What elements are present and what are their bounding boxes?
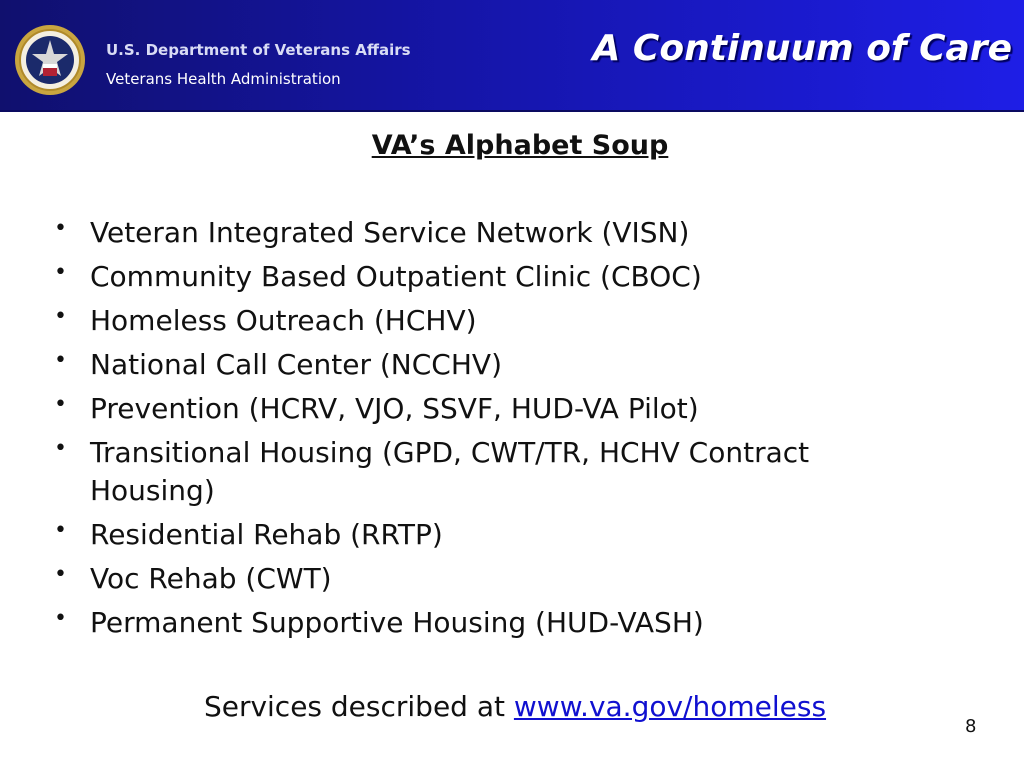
list-item-text: Residential Rehab (RRTP) <box>90 518 443 551</box>
list-item <box>52 604 892 642</box>
bullet-icon: • <box>54 606 67 631</box>
administration-name: Veterans Health Administration <box>106 70 341 88</box>
list-item <box>52 390 892 428</box>
list-item <box>52 214 892 252</box>
va-seal-icon <box>14 24 86 96</box>
list-item-text: Community Based Outpatient Clinic (CBOC) <box>90 260 702 293</box>
page-number: 8 <box>965 716 977 737</box>
slide-subtitle: VA’s Alphabet Soup <box>371 130 669 161</box>
list-item-text: Prevention (HCRV, VJO, SSVF, HUD-VA Pilot) <box>90 392 699 425</box>
bullet-icon: • <box>54 260 67 285</box>
slide-header <box>0 0 1024 112</box>
list-item-text: Permanent Supportive Housing (HUD-VASH) <box>90 606 704 639</box>
bullet-icon: • <box>54 216 67 241</box>
homeless-link[interactable]: www.va.gov/homeless <box>513 690 827 723</box>
bullet-icon: • <box>54 562 67 587</box>
list-item <box>52 516 892 554</box>
list-item <box>52 258 892 296</box>
list-item <box>52 302 892 340</box>
list-item-text: Transitional Housing (GPD, CWT/TR, HCHV Contract Housing) <box>90 436 810 507</box>
list-item-text: Homeless Outreach (HCHV) <box>90 304 477 337</box>
services-line <box>0 690 1024 723</box>
bullet-icon: • <box>54 348 67 373</box>
list-item <box>52 346 892 384</box>
list-item <box>52 434 892 510</box>
bullet-icon: • <box>54 518 67 543</box>
list-item-text: Veteran Integrated Service Network (VISN) <box>90 216 690 249</box>
slide-title: A Continuum of Care <box>592 28 1012 69</box>
list-item <box>52 560 892 598</box>
bullet-icon: • <box>54 304 67 329</box>
bullet-icon: • <box>54 392 67 417</box>
services-text: Services described at <box>203 690 514 723</box>
bullet-icon: • <box>54 436 67 461</box>
bullet-list <box>52 214 892 648</box>
list-item-text: Voc Rehab (CWT) <box>90 562 332 595</box>
list-item-text: National Call Center (NCCHV) <box>90 348 502 381</box>
department-name: U.S. Department of Veterans Affairs <box>106 41 411 59</box>
